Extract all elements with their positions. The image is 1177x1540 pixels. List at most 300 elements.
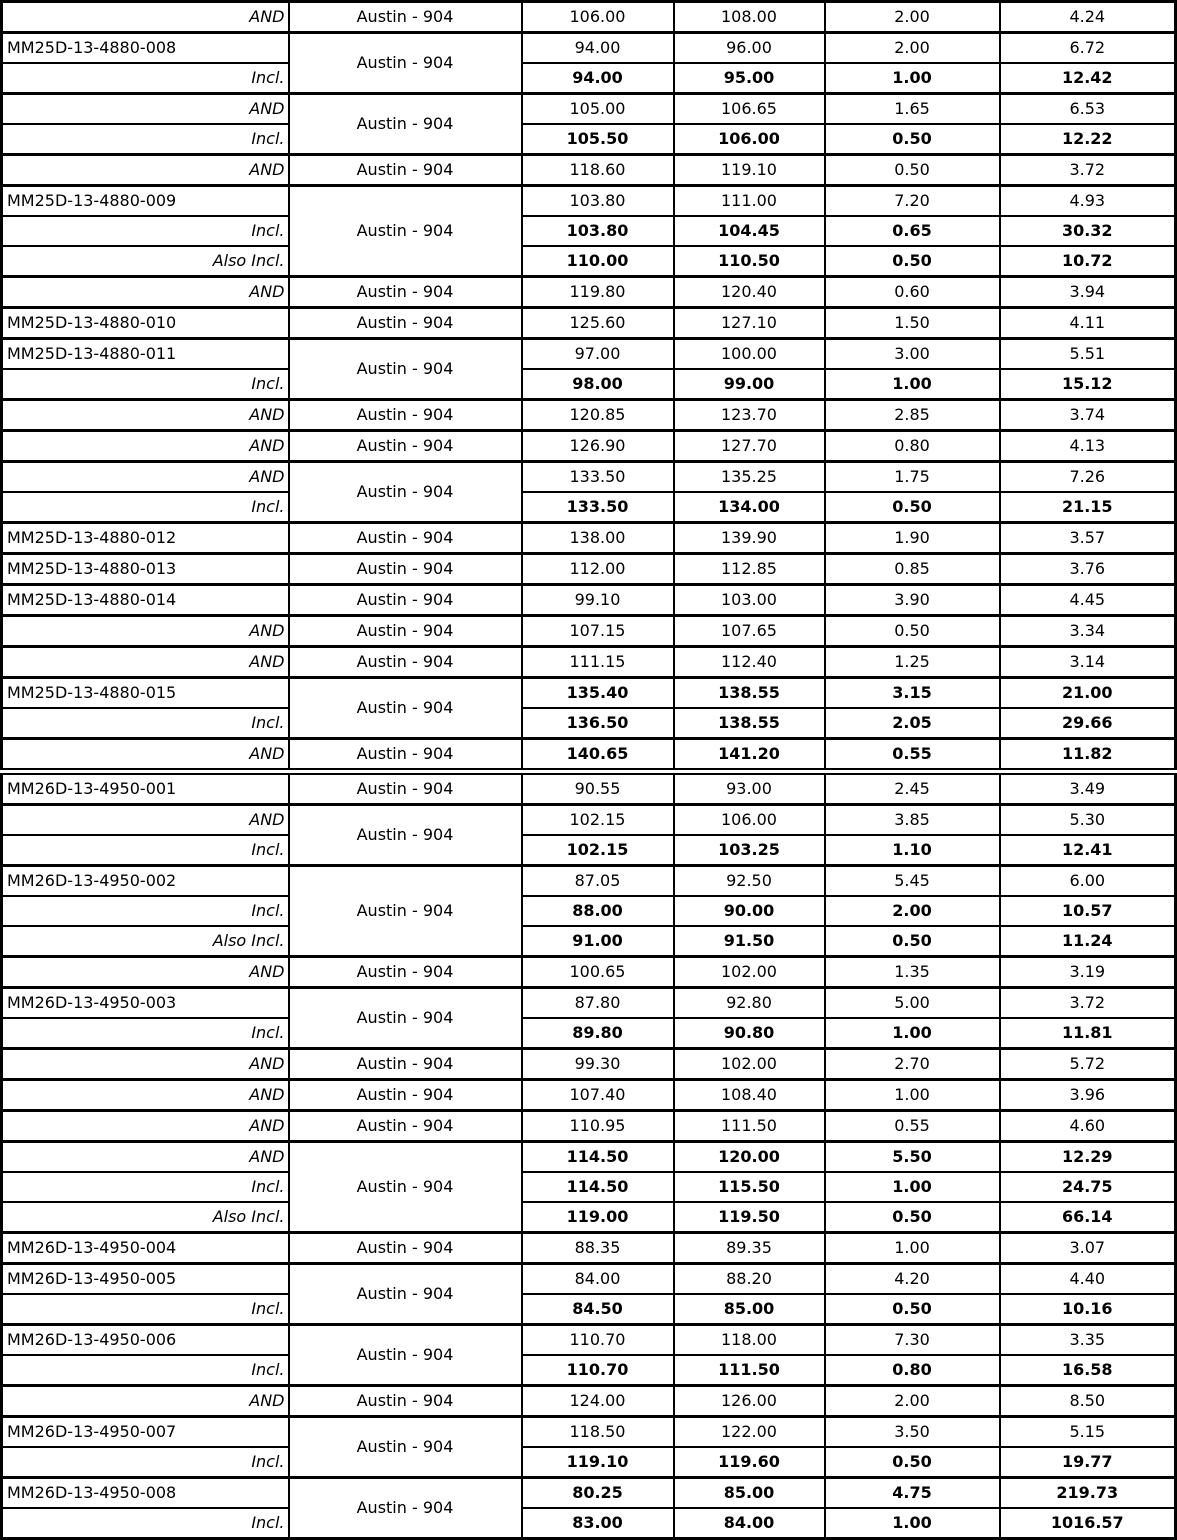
to-cell: 103.00 [674,585,825,616]
location-cell: Austin - 904 [289,1233,522,1264]
hole-id-cell: MM25D-13-4880-011 [2,339,289,370]
from-cell: 94.00 [522,63,674,94]
interval-cell: 1.10 [825,835,1000,866]
grade-cell: 4.11 [1000,308,1176,339]
grade-cell: 12.29 [1000,1142,1176,1173]
interval-cell: 0.50 [825,1202,1000,1233]
grade-cell: 24.75 [1000,1172,1176,1202]
to-cell: 99.00 [674,369,825,400]
grade-cell: 3.72 [1000,988,1176,1019]
interval-cell: 2.00 [825,33,1000,64]
hole-id-cell: MM25D-13-4880-015 [2,678,289,709]
location-cell: Austin - 904 [289,866,522,957]
interval-cell: 1.00 [825,1172,1000,1202]
from-cell: 126.90 [522,431,674,462]
to-cell: 95.00 [674,63,825,94]
grade-cell: 4.13 [1000,431,1176,462]
from-cell: 87.80 [522,988,674,1019]
qualifier-cell: Incl. [2,1172,289,1202]
location-cell: Austin - 904 [289,277,522,308]
grade-cell: 29.66 [1000,708,1176,739]
interval-cell: 0.80 [825,1355,1000,1386]
location-cell: Austin - 904 [289,585,522,616]
hole-id-cell: MM26D-13-4950-005 [2,1264,289,1295]
location-cell: Austin - 904 [289,400,522,431]
from-cell: 99.10 [522,585,674,616]
location-cell: Austin - 904 [289,739,522,772]
hole-id-cell: MM25D-13-4880-010 [2,308,289,339]
drill-results-table-body [2,2,1176,1539]
qualifier-cell: AND [2,155,289,186]
from-cell: 111.15 [522,647,674,678]
interval-cell: 0.80 [825,431,1000,462]
from-cell: 105.50 [522,124,674,155]
from-cell: 84.00 [522,1264,674,1295]
grade-cell: 21.00 [1000,678,1176,709]
qualifier-cell: AND [2,1142,289,1173]
grade-cell: 12.41 [1000,835,1176,866]
from-cell: 119.00 [522,1202,674,1233]
table-row [2,492,1176,523]
location-cell: Austin - 904 [289,308,522,339]
qualifier-cell: AND [2,1111,289,1142]
location-cell: Austin - 904 [289,1264,522,1325]
grade-cell: 3.49 [1000,772,1176,805]
interval-cell: 1.35 [825,957,1000,988]
table-row [2,63,1176,94]
from-cell: 118.50 [522,1417,674,1448]
qualifier-cell: Incl. [2,1508,289,1539]
table-row [2,1111,1176,1142]
location-cell: Austin - 904 [289,616,522,647]
interval-cell: 3.85 [825,805,1000,836]
from-cell: 100.65 [522,957,674,988]
grade-cell: 19.77 [1000,1447,1176,1478]
table-row [2,1417,1176,1448]
location-cell: Austin - 904 [289,1417,522,1478]
interval-cell: 1.50 [825,308,1000,339]
location-cell: Austin - 904 [289,1386,522,1417]
qualifier-cell: AND [2,647,289,678]
from-cell: 140.65 [522,739,674,772]
table-row [2,216,1176,246]
table-row [2,369,1176,400]
to-cell: 91.50 [674,926,825,957]
from-cell: 91.00 [522,926,674,957]
location-cell: Austin - 904 [289,94,522,155]
hole-id-cell: MM25D-13-4880-013 [2,554,289,585]
from-cell: 83.00 [522,1508,674,1539]
to-cell: 141.20 [674,739,825,772]
table-row [2,1049,1176,1080]
to-cell: 111.50 [674,1111,825,1142]
table-row [2,554,1176,585]
grade-cell: 11.81 [1000,1018,1176,1049]
to-cell: 106.65 [674,94,825,125]
to-cell: 107.65 [674,616,825,647]
qualifier-cell: Incl. [2,835,289,866]
from-cell: 118.60 [522,155,674,186]
location-cell: Austin - 904 [289,647,522,678]
grade-cell: 4.24 [1000,2,1176,33]
to-cell: 106.00 [674,805,825,836]
location-cell: Austin - 904 [289,33,522,94]
grade-cell: 12.42 [1000,63,1176,94]
qualifier-cell: Incl. [2,1294,289,1325]
to-cell: 111.50 [674,1355,825,1386]
location-cell: Austin - 904 [289,1142,522,1233]
to-cell: 112.40 [674,647,825,678]
location-cell: Austin - 904 [289,1049,522,1080]
table-row [2,739,1176,772]
from-cell: 88.35 [522,1233,674,1264]
location-cell: Austin - 904 [289,462,522,523]
table-row [2,277,1176,308]
grade-cell: 3.74 [1000,400,1176,431]
table-row [2,1447,1176,1478]
interval-cell: 5.00 [825,988,1000,1019]
from-cell: 107.15 [522,616,674,647]
grade-cell: 3.76 [1000,554,1176,585]
table-row [2,431,1176,462]
qualifier-cell: Incl. [2,1447,289,1478]
grade-cell: 6.00 [1000,866,1176,897]
interval-cell: 1.90 [825,523,1000,554]
qualifier-cell: AND [2,1049,289,1080]
hole-id-cell: MM26D-13-4950-006 [2,1325,289,1356]
grade-cell: 3.35 [1000,1325,1176,1356]
qualifier-cell: AND [2,2,289,33]
qualifier-cell: Incl. [2,124,289,155]
table-row [2,708,1176,739]
interval-cell: 1.25 [825,647,1000,678]
table-row [2,647,1176,678]
to-cell: 115.50 [674,1172,825,1202]
table-row [2,155,1176,186]
table-row [2,678,1176,709]
interval-cell: 1.75 [825,462,1000,493]
grade-cell: 12.22 [1000,124,1176,155]
interval-cell: 4.75 [825,1478,1000,1509]
to-cell: 102.00 [674,1049,825,1080]
table-row [2,1508,1176,1539]
from-cell: 105.00 [522,94,674,125]
to-cell: 112.85 [674,554,825,585]
location-cell: Austin - 904 [289,805,522,866]
location-cell: Austin - 904 [289,523,522,554]
to-cell: 85.00 [674,1294,825,1325]
from-cell: 107.40 [522,1080,674,1111]
from-cell: 114.50 [522,1172,674,1202]
grade-cell: 6.53 [1000,94,1176,125]
grade-cell: 8.50 [1000,1386,1176,1417]
from-cell: 110.70 [522,1325,674,1356]
to-cell: 108.00 [674,2,825,33]
to-cell: 122.00 [674,1417,825,1448]
table-row [2,33,1176,64]
hole-id-cell: MM25D-13-4880-008 [2,33,289,64]
from-cell: 98.00 [522,369,674,400]
to-cell: 104.45 [674,216,825,246]
grade-cell: 4.93 [1000,186,1176,217]
grade-cell: 10.72 [1000,246,1176,277]
grade-cell: 15.12 [1000,369,1176,400]
hole-id-cell: MM26D-13-4950-003 [2,988,289,1019]
table-row [2,339,1176,370]
grade-cell: 11.82 [1000,739,1176,772]
table-row [2,186,1176,217]
hole-id-cell: MM26D-13-4950-002 [2,866,289,897]
interval-cell: 7.20 [825,186,1000,217]
from-cell: 89.80 [522,1018,674,1049]
interval-cell: 0.85 [825,554,1000,585]
table-row [2,1478,1176,1509]
qualifier-cell: AND [2,431,289,462]
qualifier-cell: Incl. [2,216,289,246]
qualifier-cell: AND [2,94,289,125]
interval-cell: 1.00 [825,1233,1000,1264]
table-row [2,805,1176,836]
table-row [2,1386,1176,1417]
from-cell: 110.70 [522,1355,674,1386]
grade-cell: 3.57 [1000,523,1176,554]
location-cell: Austin - 904 [289,431,522,462]
grade-cell: 21.15 [1000,492,1176,523]
to-cell: 134.00 [674,492,825,523]
grade-cell: 5.51 [1000,339,1176,370]
to-cell: 123.70 [674,400,825,431]
hole-id-cell: MM25D-13-4880-009 [2,186,289,217]
from-cell: 106.00 [522,2,674,33]
interval-cell: 1.00 [825,369,1000,400]
interval-cell: 0.50 [825,246,1000,277]
grade-cell: 1016.57 [1000,1508,1176,1539]
from-cell: 125.60 [522,308,674,339]
grade-cell: 7.26 [1000,462,1176,493]
from-cell: 133.50 [522,492,674,523]
from-cell: 102.15 [522,835,674,866]
qualifier-cell: AND [2,805,289,836]
to-cell: 85.00 [674,1478,825,1509]
table-row [2,772,1176,805]
grade-cell: 5.15 [1000,1417,1176,1448]
to-cell: 135.25 [674,462,825,493]
qualifier-cell: AND [2,400,289,431]
qualifier-cell: Incl. [2,369,289,400]
location-cell: Austin - 904 [289,988,522,1049]
interval-cell: 1.00 [825,63,1000,94]
interval-cell: 5.45 [825,866,1000,897]
to-cell: 100.00 [674,339,825,370]
table-row [2,926,1176,957]
to-cell: 84.00 [674,1508,825,1539]
table-row [2,988,1176,1019]
to-cell: 119.60 [674,1447,825,1478]
qualifier-cell: Incl. [2,896,289,926]
location-cell: Austin - 904 [289,554,522,585]
qualifier-cell: AND [2,462,289,493]
grade-cell: 4.45 [1000,585,1176,616]
to-cell: 90.80 [674,1018,825,1049]
to-cell: 138.55 [674,708,825,739]
from-cell: 120.85 [522,400,674,431]
interval-cell: 0.60 [825,277,1000,308]
to-cell: 127.10 [674,308,825,339]
qualifier-cell: Also Incl. [2,246,289,277]
qualifier-cell: Incl. [2,1355,289,1386]
to-cell: 92.80 [674,988,825,1019]
interval-cell: 2.70 [825,1049,1000,1080]
from-cell: 80.25 [522,1478,674,1509]
from-cell: 97.00 [522,339,674,370]
location-cell: Austin - 904 [289,957,522,988]
qualifier-cell: Also Incl. [2,1202,289,1233]
to-cell: 120.00 [674,1142,825,1173]
table-row [2,1142,1176,1173]
interval-cell: 0.50 [825,1447,1000,1478]
grade-cell: 3.19 [1000,957,1176,988]
hole-id-cell: MM26D-13-4950-007 [2,1417,289,1448]
to-cell: 127.70 [674,431,825,462]
grade-cell: 3.96 [1000,1080,1176,1111]
location-cell: Austin - 904 [289,339,522,400]
interval-cell: 0.55 [825,739,1000,772]
interval-cell: 0.55 [825,1111,1000,1142]
to-cell: 106.00 [674,124,825,155]
table-row [2,400,1176,431]
from-cell: 138.00 [522,523,674,554]
table-row [2,1355,1176,1386]
grade-cell: 3.07 [1000,1233,1176,1264]
qualifier-cell: Also Incl. [2,926,289,957]
to-cell: 103.25 [674,835,825,866]
interval-cell: 0.50 [825,124,1000,155]
interval-cell: 1.00 [825,1508,1000,1539]
table-row [2,957,1176,988]
grade-cell: 219.73 [1000,1478,1176,1509]
from-cell: 110.95 [522,1111,674,1142]
interval-cell: 1.00 [825,1018,1000,1049]
qualifier-cell: AND [2,1386,289,1417]
location-cell: Austin - 904 [289,772,522,805]
table-row [2,835,1176,866]
grade-cell: 6.72 [1000,33,1176,64]
location-cell: Austin - 904 [289,1325,522,1386]
to-cell: 119.50 [674,1202,825,1233]
table-row [2,1294,1176,1325]
from-cell: 124.00 [522,1386,674,1417]
table-row [2,616,1176,647]
from-cell: 99.30 [522,1049,674,1080]
qualifier-cell: AND [2,277,289,308]
from-cell: 119.10 [522,1447,674,1478]
qualifier-cell: AND [2,616,289,647]
table-row [2,1202,1176,1233]
from-cell: 102.15 [522,805,674,836]
to-cell: 139.90 [674,523,825,554]
grade-cell: 66.14 [1000,1202,1176,1233]
to-cell: 119.10 [674,155,825,186]
interval-cell: 2.00 [825,2,1000,33]
to-cell: 89.35 [674,1233,825,1264]
location-cell: Austin - 904 [289,155,522,186]
from-cell: 114.50 [522,1142,674,1173]
interval-cell: 0.50 [825,616,1000,647]
grade-cell: 16.58 [1000,1355,1176,1386]
interval-cell: 3.90 [825,585,1000,616]
table-row [2,585,1176,616]
grade-cell: 4.60 [1000,1111,1176,1142]
qualifier-cell: Incl. [2,1018,289,1049]
interval-cell: 1.00 [825,1080,1000,1111]
to-cell: 126.00 [674,1386,825,1417]
table-row [2,246,1176,277]
interval-cell: 0.50 [825,492,1000,523]
from-cell: 84.50 [522,1294,674,1325]
to-cell: 96.00 [674,33,825,64]
hole-id-cell: MM26D-13-4950-008 [2,1478,289,1509]
interval-cell: 3.15 [825,678,1000,709]
to-cell: 90.00 [674,896,825,926]
grade-cell: 10.57 [1000,896,1176,926]
grade-cell: 3.34 [1000,616,1176,647]
hole-id-cell: MM26D-13-4950-004 [2,1233,289,1264]
interval-cell: 2.05 [825,708,1000,739]
from-cell: 103.80 [522,186,674,217]
table-row [2,1172,1176,1202]
location-cell: Austin - 904 [289,1111,522,1142]
interval-cell: 1.65 [825,94,1000,125]
qualifier-cell: Incl. [2,708,289,739]
from-cell: 136.50 [522,708,674,739]
table-row [2,2,1176,33]
to-cell: 108.40 [674,1080,825,1111]
location-cell: Austin - 904 [289,1478,522,1539]
from-cell: 90.55 [522,772,674,805]
interval-cell: 2.85 [825,400,1000,431]
from-cell: 135.40 [522,678,674,709]
table-row [2,94,1176,125]
to-cell: 92.50 [674,866,825,897]
table-row [2,866,1176,897]
from-cell: 112.00 [522,554,674,585]
from-cell: 88.00 [522,896,674,926]
grade-cell: 5.30 [1000,805,1176,836]
location-cell: Austin - 904 [289,678,522,739]
interval-cell: 2.00 [825,896,1000,926]
to-cell: 120.40 [674,277,825,308]
interval-cell: 5.50 [825,1142,1000,1173]
from-cell: 87.05 [522,866,674,897]
location-cell: Austin - 904 [289,186,522,277]
grade-cell: 3.72 [1000,155,1176,186]
grade-cell: 3.94 [1000,277,1176,308]
interval-cell: 0.50 [825,1294,1000,1325]
interval-cell: 3.50 [825,1417,1000,1448]
grade-cell: 11.24 [1000,926,1176,957]
table-row [2,1264,1176,1295]
grade-cell: 30.32 [1000,216,1176,246]
qualifier-cell: AND [2,739,289,772]
table-row [2,896,1176,926]
to-cell: 102.00 [674,957,825,988]
interval-cell: 0.65 [825,216,1000,246]
qualifier-cell: AND [2,957,289,988]
from-cell: 110.00 [522,246,674,277]
table-row [2,462,1176,493]
to-cell: 118.00 [674,1325,825,1356]
grade-cell: 5.72 [1000,1049,1176,1080]
